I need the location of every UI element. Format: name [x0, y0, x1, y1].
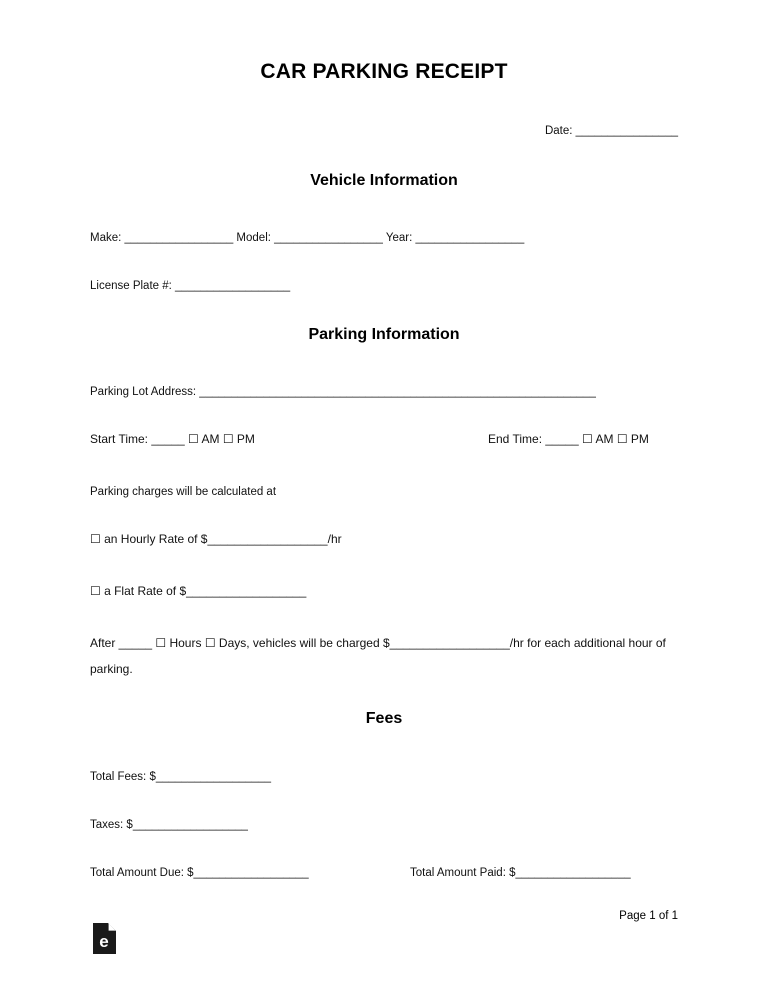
taxes-field[interactable]: Taxes: $__________________ — [90, 819, 248, 831]
parking-lot-address-field[interactable]: Parking Lot Address: ______________________________________________________________ — [90, 386, 596, 398]
section-heading-vehicle: Vehicle Information — [310, 172, 458, 189]
make-model-year-fields[interactable]: Make: _________________ Model: _________________ Year: _________________ — [90, 232, 525, 244]
page-title: CAR PARKING RECEIPT — [260, 60, 508, 83]
start-time-field[interactable]: Start Time: _____ ☐ AM ☐ PM — [90, 432, 255, 446]
svg-text:e: e — [99, 932, 109, 951]
total-fees-field[interactable]: Total Fees: $__________________ — [90, 771, 271, 783]
total-amount-due-field[interactable]: Total Amount Due: $__________________ — [90, 867, 309, 879]
date-field[interactable]: Date: ________________ — [544, 125, 678, 137]
after-hours-clause[interactable]: After _____ ☐ Hours ☐ Days, vehicles will be charged $__________________/hr for each additional hour of parking. — [90, 636, 666, 676]
flat-rate-option[interactable]: ☐ a Flat Rate of $__________________ — [90, 584, 307, 598]
eforms-logo-icon — [92, 922, 118, 955]
section-heading-parking: Parking Information — [308, 326, 460, 343]
section-heading-fees: Fees — [365, 710, 403, 727]
charges-intro-text: Parking charges will be calculated at — [90, 486, 277, 498]
hourly-rate-option[interactable]: ☐ an Hourly Rate of $__________________/hr — [90, 532, 342, 546]
total-amount-paid-field[interactable]: Total Amount Paid: $__________________ — [410, 867, 631, 879]
page-number: Page 1 of 1 — [619, 910, 678, 922]
license-plate-field[interactable]: License Plate #: __________________ — [90, 280, 291, 292]
end-time-field[interactable]: End Time: _____ ☐ AM ☐ PM — [488, 432, 649, 446]
